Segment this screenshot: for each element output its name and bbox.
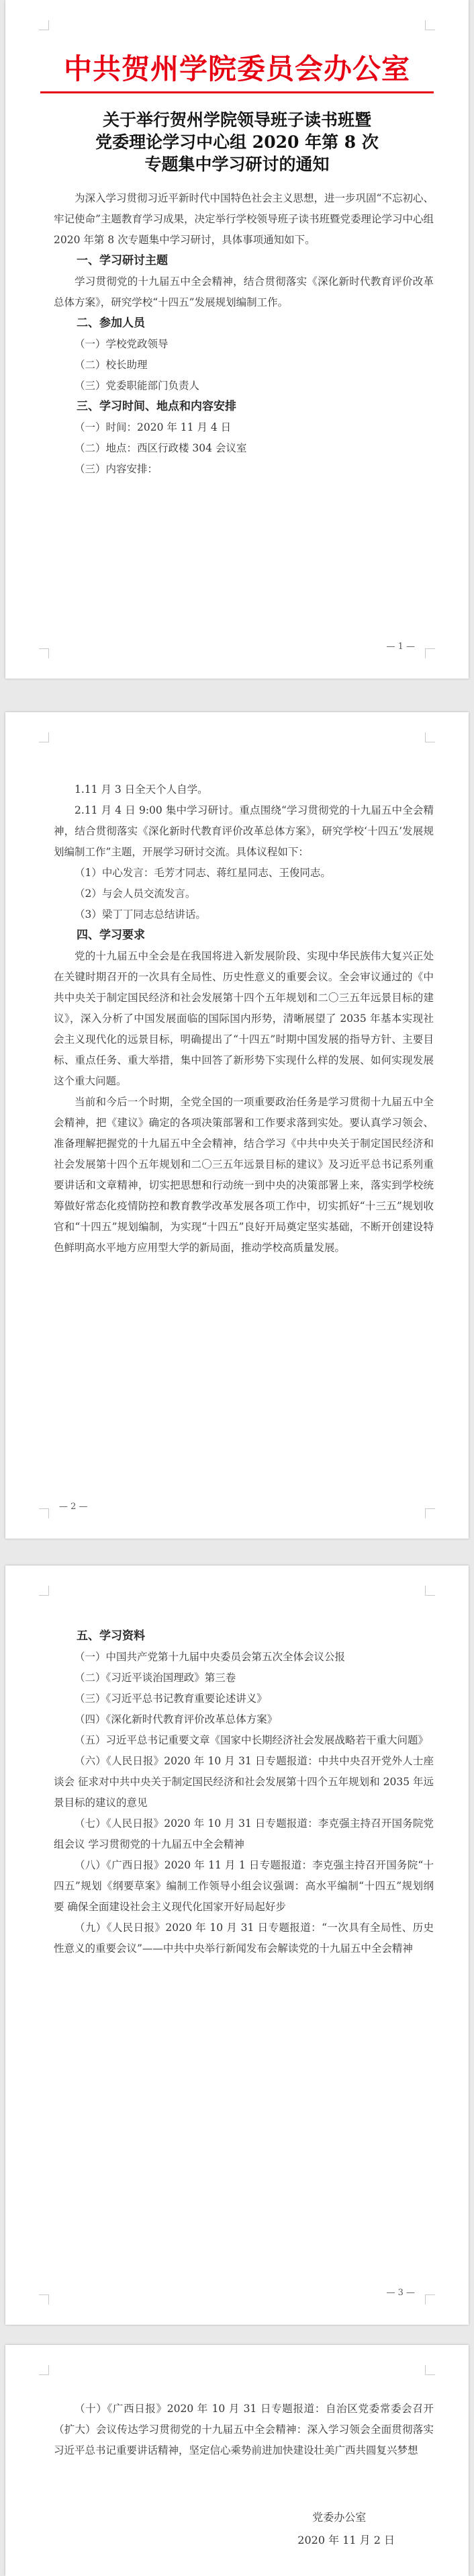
paragraph: 党的十九届五中全会是在我国将进入新发展阶段、实现中华民族伟大复兴正处在关键时期召开的一次具有全局性、历史性意义的重要会议。全会审议通过的《中共中央关于制定国民经济和社会发展第十四个五年规划和二〇三五年远景目标的建议》，深入分析了中国发展面临的国际国内形势，清晰展望了 2035 年基本实现社会主义现代化的远景目标，明确提出了“十四五”时期中国发展的指导方针、主要目标、重点任务、重大举措，集中回答了新形势下实现什么样的发展、如何实现发展这个重大问题。 bbox=[54, 950, 434, 1087]
page-2-body bbox=[54, 779, 434, 1258]
document-title bbox=[5, 109, 469, 175]
page-corner-mark bbox=[39, 648, 49, 658]
document-page-3 bbox=[5, 1565, 469, 2325]
paragraph: 1.11 月 3 日全天个人自学。 bbox=[75, 783, 208, 796]
list-item: （一）学校党政领导 bbox=[75, 338, 169, 350]
list-item: （一）中国共产党第十九届中央委员会第五次全体会议公报 bbox=[75, 1651, 346, 1663]
page-corner-mark bbox=[39, 732, 49, 742]
section-heading: 三、学习时间、地点和内容安排 bbox=[77, 400, 236, 413]
paragraph: 当前和今后一个时期，全党全国的一项重要政治任务是学习贯彻十九届五中全会精神，把《建议》确定的各项决策部署和工作要求落到实处。要认真学习领会、准备理解把握党的十九届五中全会精神，结合学习《中共中央关于制定国民经济和社会发展第十四个五年规划和二〇三五年远景目标的建议》及习近平总书记系列重要讲话和文章精神，切实把思想和行动统一到中央的决策部署上来，落实到学校统筹做好常态化疫情防控和教育教学改革发展各项工作中，切实抓好“十三五”规划收官和“十四五”规划编制，为实现“十四五”良好开局奠定坚实基础，不断开创建设特色鲜明高水平地方应用型大学的新局面，推动学校高质量发展。 bbox=[54, 1096, 434, 1254]
signature-date: 2020 年 11 月 2 日 bbox=[297, 2534, 395, 2546]
section-heading: 四、学习要求 bbox=[77, 929, 145, 942]
page-corner-mark bbox=[39, 2294, 49, 2305]
page-number: — 2 — bbox=[59, 1502, 88, 1512]
red-divider bbox=[40, 91, 434, 93]
page-corner-mark bbox=[425, 2294, 435, 2305]
list-item: （九）《人民日报》2020 年 10 月 31 日专题报道：“一次具有全局性、历史性意义的重要会议”——中共中央举行新闻发布会解读党的十九届五中全会精神 bbox=[54, 1922, 434, 1955]
list-item: （一）时间：2020 年 11 月 4 日 bbox=[75, 421, 232, 433]
title-line-2: 党委理论学习中心组 2020 年第 8 次 bbox=[95, 132, 379, 152]
list-item: （1）中心发言：毛芳才同志、蒋红星同志、王俊同志。 bbox=[75, 867, 331, 879]
page-corner-mark bbox=[39, 1586, 49, 1596]
page-corner-mark bbox=[425, 1508, 435, 1518]
list-item: （二）《习近平谈治国理政》第三卷 bbox=[75, 1672, 236, 1684]
page-corner-mark bbox=[425, 732, 435, 742]
page-corner-mark bbox=[39, 1508, 49, 1518]
page-corner-mark bbox=[425, 648, 435, 658]
document-page-4 bbox=[5, 2345, 469, 2576]
page-corner-mark bbox=[425, 20, 435, 30]
page-corner-mark bbox=[425, 2365, 435, 2375]
page-number: — 1 — bbox=[386, 642, 415, 652]
paragraph: 2.11 月 4 日 9:00 集中学习研讨。重点围绕“学习贯彻党的十九届五中全会精神，结合贯彻落实《深化新时代教育评价改革总体方案》，研究学校‘十四五’发展规划编制工作”主题，开展学习研讨交流。具体议程如下： bbox=[54, 804, 434, 858]
list-item: （2）与会人员交流发言。 bbox=[75, 888, 196, 900]
list-item: （七）《人民日报》2020 年 10 月 31 日专题报道：李克强主持召开国务院党组会议 学习贯彻党的十九届五中全会精神 bbox=[54, 1817, 434, 1850]
page-1-body bbox=[54, 188, 434, 480]
title-line-3: 专题集中学习研讨的通知 bbox=[144, 155, 330, 174]
list-item: （八）《广西日报》2020 年 11 月 1 日专题报道：李克强主持召开国务院“十四五”规划《纲要草案》编制工作领导小组会议强调：高水平编制“十四五”规划纲要 确保全面建设社会主义现代化国家开好局起好步 bbox=[54, 1859, 434, 1913]
page-3-body bbox=[54, 1626, 434, 1959]
signature-office: 党委办公室 bbox=[312, 2511, 367, 2524]
page-4-body bbox=[54, 2399, 434, 2461]
list-item: （三）内容安排： bbox=[75, 463, 158, 475]
list-item: （六）《人民日报》2020 年 10 月 31 日专题报道：中共中央召开党外人士座谈会 征求对中共中央关于制定国民经济和社会发展第十四个五年规划和 2035 年远景目标的建议的意见 bbox=[54, 1755, 434, 1809]
page-corner-mark bbox=[39, 2365, 49, 2375]
page-corner-mark bbox=[425, 1586, 435, 1596]
list-item: （三）《习近平总书记教育重要论述讲义》 bbox=[75, 1692, 267, 1705]
list-item: （四）《深化新时代教育评价改革总体方案》 bbox=[75, 1713, 278, 1725]
list-item: （二）校长助理 bbox=[75, 359, 148, 371]
title-line-1: 关于举行贺州学院领导班子读书班暨 bbox=[102, 110, 371, 130]
list-item: （十）《广西日报》2020 年 10 月 31 日专题报道：自治区党委常委会召开（扩大）会议传达学习贯彻党的十九届五中全会精神：深入学习领会全面贯彻落实习近平总书记重要讲话精神，坚定信心乘势前进加快建设壮美广西共圆复兴梦想 bbox=[54, 2403, 434, 2456]
section-heading: 五、学习资料 bbox=[77, 1629, 145, 1643]
page-number: — 3 — bbox=[386, 2288, 415, 2298]
intro-paragraph: 为深入学习贯彻习近平新时代中国特色社会主义思想，进一步巩固“不忘初心、牢记使命”主题教育学习成果，决定举行学校领导班子读书班暨党委理论学习中心组 2020 年第 8 次专题集中学习研讨，具体事项通知如下。 bbox=[54, 192, 434, 246]
org-header: 中共贺州学院委员会办公室 bbox=[63, 52, 410, 85]
document-page-1 bbox=[5, 0, 469, 679]
section-heading: 一、学习研讨主题 bbox=[77, 254, 168, 267]
list-item: （3）梁丁丁同志总结讲话。 bbox=[75, 908, 206, 920]
list-item: （五）习近平总书记重要文章《国家中长期经济社会发展战略若干重大问题》 bbox=[75, 1734, 429, 1746]
list-item: （二）地点：西区行政楼 304 会议室 bbox=[75, 442, 247, 454]
document-page-2 bbox=[5, 712, 469, 1539]
signature-block bbox=[297, 2506, 395, 2552]
page-corner-mark bbox=[39, 20, 49, 30]
section-heading: 二、参加人员 bbox=[77, 316, 145, 330]
list-item: （三）党委职能部门负责人 bbox=[75, 380, 200, 392]
paragraph: 学习贯彻党的十九届五中全会精神，结合贯彻落实《深化新时代教育评价改革总体方案》，研究学校“十四五”发展规划编制工作。 bbox=[54, 275, 434, 308]
